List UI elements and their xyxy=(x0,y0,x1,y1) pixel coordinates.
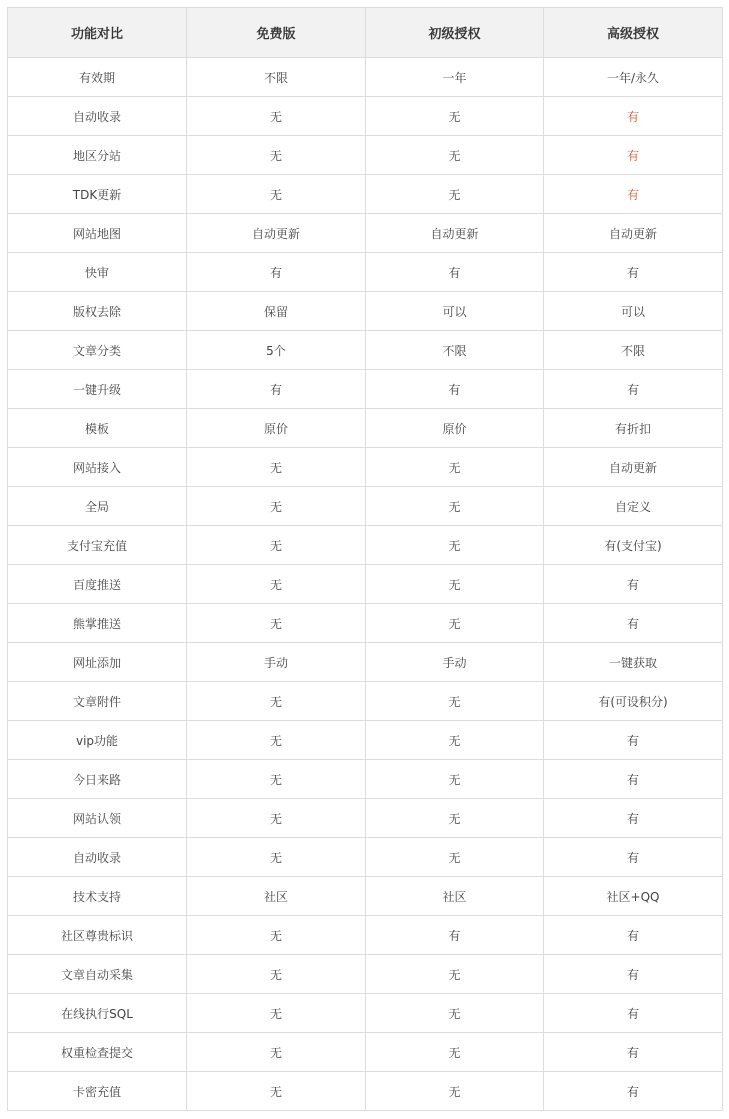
basic-cell: 无 xyxy=(366,97,544,136)
free-cell: 不限 xyxy=(187,58,366,97)
basic-cell: 无 xyxy=(366,565,544,604)
table-row xyxy=(8,136,723,175)
basic-cell: 无 xyxy=(366,448,544,487)
basic-cell: 无 xyxy=(366,604,544,643)
premium-cell: 自动更新 xyxy=(544,214,723,253)
premium-cell: 有 xyxy=(544,838,723,877)
table-row xyxy=(8,175,723,214)
free-cell: 无 xyxy=(187,97,366,136)
table-row xyxy=(8,1072,723,1111)
table-row xyxy=(8,97,723,136)
feature-cell: 今日来路 xyxy=(8,760,187,799)
basic-cell: 无 xyxy=(366,136,544,175)
basic-cell: 无 xyxy=(366,760,544,799)
feature-cell: 全局 xyxy=(8,487,187,526)
feature-cell: 网站认领 xyxy=(8,799,187,838)
table-row xyxy=(8,721,723,760)
free-cell: 5个 xyxy=(187,331,366,370)
table-row xyxy=(8,643,723,682)
basic-cell: 无 xyxy=(366,1072,544,1111)
free-cell: 无 xyxy=(187,175,366,214)
header-feature: 功能对比 xyxy=(8,8,187,58)
table-row xyxy=(8,760,723,799)
feature-cell: 一键升级 xyxy=(8,370,187,409)
premium-cell: 有 xyxy=(544,253,723,292)
feature-cell: 熊掌推送 xyxy=(8,604,187,643)
free-cell: 无 xyxy=(187,916,366,955)
table-header-row xyxy=(8,8,723,58)
header-free: 免费版 xyxy=(187,8,366,58)
basic-cell: 手动 xyxy=(366,643,544,682)
basic-cell: 无 xyxy=(366,721,544,760)
free-cell: 无 xyxy=(187,136,366,175)
free-cell: 原价 xyxy=(187,409,366,448)
premium-cell: 不限 xyxy=(544,331,723,370)
premium-cell: 有 xyxy=(544,760,723,799)
free-cell: 社区 xyxy=(187,877,366,916)
table-row xyxy=(8,799,723,838)
premium-cell: 有 xyxy=(544,97,723,136)
premium-cell: 有 xyxy=(544,916,723,955)
premium-cell: 有 xyxy=(544,1072,723,1111)
table-row xyxy=(8,214,723,253)
feature-cell: TDK更新 xyxy=(8,175,187,214)
basic-cell: 有 xyxy=(366,253,544,292)
basic-cell: 社区 xyxy=(366,877,544,916)
premium-cell: 有 xyxy=(544,1033,723,1072)
premium-cell: 有 xyxy=(544,565,723,604)
feature-cell: 网址添加 xyxy=(8,643,187,682)
feature-cell: 自动收录 xyxy=(8,838,187,877)
premium-cell: 自动更新 xyxy=(544,448,723,487)
premium-cell: 有(支付宝) xyxy=(544,526,723,565)
table-row xyxy=(8,526,723,565)
basic-cell: 无 xyxy=(366,838,544,877)
premium-cell: 有折扣 xyxy=(544,409,723,448)
premium-cell: 有 xyxy=(544,370,723,409)
table-row xyxy=(8,487,723,526)
free-cell: 无 xyxy=(187,1033,366,1072)
free-cell: 无 xyxy=(187,955,366,994)
free-cell: 无 xyxy=(187,448,366,487)
table-row xyxy=(8,838,723,877)
basic-cell: 无 xyxy=(366,955,544,994)
premium-cell: 社区+QQ xyxy=(544,877,723,916)
basic-cell: 无 xyxy=(366,175,544,214)
table-row xyxy=(8,565,723,604)
free-cell: 自动更新 xyxy=(187,214,366,253)
feature-cell: 网站接入 xyxy=(8,448,187,487)
comparison-table-container xyxy=(7,7,722,1111)
premium-cell: 有 xyxy=(544,175,723,214)
feature-cell: 在线执行SQL xyxy=(8,994,187,1033)
free-cell: 无 xyxy=(187,721,366,760)
free-cell: 无 xyxy=(187,1072,366,1111)
premium-cell: 有 xyxy=(544,604,723,643)
table-row xyxy=(8,331,723,370)
feature-cell: 有效期 xyxy=(8,58,187,97)
premium-cell: 有 xyxy=(544,136,723,175)
feature-cell: 网站地图 xyxy=(8,214,187,253)
free-cell: 保留 xyxy=(187,292,366,331)
feature-cell: 模板 xyxy=(8,409,187,448)
feature-cell: 地区分站 xyxy=(8,136,187,175)
basic-cell: 一年 xyxy=(366,58,544,97)
table-row xyxy=(8,955,723,994)
feature-cell: 技术支持 xyxy=(8,877,187,916)
free-cell: 无 xyxy=(187,526,366,565)
header-basic: 初级授权 xyxy=(366,8,544,58)
basic-cell: 不限 xyxy=(366,331,544,370)
premium-cell: 可以 xyxy=(544,292,723,331)
table-row xyxy=(8,604,723,643)
basic-cell: 无 xyxy=(366,526,544,565)
basic-cell: 无 xyxy=(366,799,544,838)
table-body xyxy=(8,58,723,1111)
feature-cell: 快审 xyxy=(8,253,187,292)
feature-cell: 支付宝充值 xyxy=(8,526,187,565)
free-cell: 无 xyxy=(187,760,366,799)
table-row xyxy=(8,292,723,331)
premium-cell: 有 xyxy=(544,799,723,838)
basic-cell: 无 xyxy=(366,994,544,1033)
free-cell: 手动 xyxy=(187,643,366,682)
basic-cell: 无 xyxy=(366,487,544,526)
free-cell: 无 xyxy=(187,487,366,526)
premium-cell: 有 xyxy=(544,955,723,994)
feature-cell: 文章附件 xyxy=(8,682,187,721)
table-row xyxy=(8,916,723,955)
table-row xyxy=(8,994,723,1033)
basic-cell: 原价 xyxy=(366,409,544,448)
feature-cell: 版权去除 xyxy=(8,292,187,331)
feature-cell: vip功能 xyxy=(8,721,187,760)
premium-cell: 一年/永久 xyxy=(544,58,723,97)
free-cell: 无 xyxy=(187,682,366,721)
feature-comparison-table xyxy=(7,7,723,1111)
feature-cell: 百度推送 xyxy=(8,565,187,604)
table-row xyxy=(8,253,723,292)
table-row xyxy=(8,682,723,721)
feature-cell: 文章自动采集 xyxy=(8,955,187,994)
header-premium: 高级授权 xyxy=(544,8,723,58)
basic-cell: 自动更新 xyxy=(366,214,544,253)
premium-cell: 有 xyxy=(544,721,723,760)
premium-cell: 一键获取 xyxy=(544,643,723,682)
premium-cell: 有 xyxy=(544,994,723,1033)
feature-cell: 权重检查提交 xyxy=(8,1033,187,1072)
table-row xyxy=(8,370,723,409)
free-cell: 有 xyxy=(187,253,366,292)
free-cell: 无 xyxy=(187,604,366,643)
basic-cell: 有 xyxy=(366,916,544,955)
free-cell: 无 xyxy=(187,994,366,1033)
free-cell: 无 xyxy=(187,838,366,877)
basic-cell: 无 xyxy=(366,1033,544,1072)
table-row xyxy=(8,877,723,916)
table-row xyxy=(8,1033,723,1072)
table-row xyxy=(8,448,723,487)
basic-cell: 无 xyxy=(366,682,544,721)
free-cell: 无 xyxy=(187,565,366,604)
feature-cell: 文章分类 xyxy=(8,331,187,370)
free-cell: 有 xyxy=(187,370,366,409)
premium-cell: 自定义 xyxy=(544,487,723,526)
premium-cell: 有(可设积分) xyxy=(544,682,723,721)
feature-cell: 社区尊贵标识 xyxy=(8,916,187,955)
table-row xyxy=(8,409,723,448)
basic-cell: 可以 xyxy=(366,292,544,331)
table-row xyxy=(8,58,723,97)
basic-cell: 有 xyxy=(366,370,544,409)
feature-cell: 卡密充值 xyxy=(8,1072,187,1111)
free-cell: 无 xyxy=(187,799,366,838)
feature-cell: 自动收录 xyxy=(8,97,187,136)
